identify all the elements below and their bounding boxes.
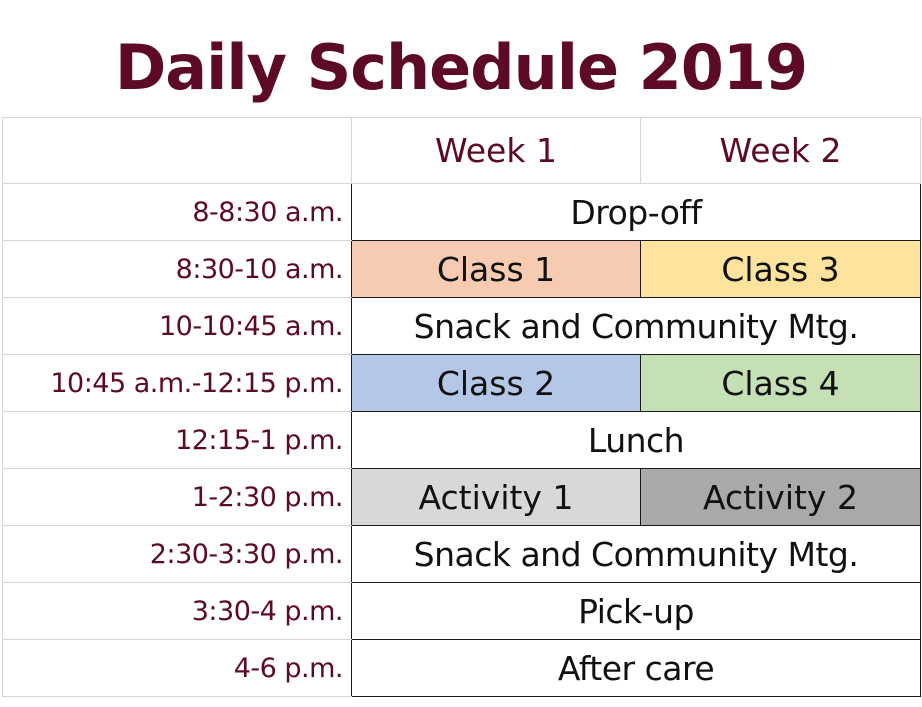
schedule-row bbox=[3, 241, 921, 298]
week-2-activity-cell: Class 3 bbox=[641, 241, 921, 298]
time-cell: 4-6 p.m. bbox=[3, 640, 352, 697]
time-cell: 1-2:30 p.m. bbox=[3, 469, 352, 526]
week-2-activity-cell: Activity 2 bbox=[641, 469, 921, 526]
activity-cell: After care bbox=[352, 640, 921, 697]
schedule-row bbox=[3, 184, 921, 241]
time-cell: 8-8:30 a.m. bbox=[3, 184, 352, 241]
time-cell: 12:15-1 p.m. bbox=[3, 412, 352, 469]
corner-cell bbox=[3, 118, 352, 184]
schedule-table bbox=[2, 117, 921, 697]
week-1-activity-cell: Class 2 bbox=[352, 355, 641, 412]
schedule-row bbox=[3, 583, 921, 640]
schedule-row bbox=[3, 298, 921, 355]
time-cell: 8:30-10 a.m. bbox=[3, 241, 352, 298]
page-title: Daily Schedule 2019 bbox=[114, 31, 808, 104]
week-2-activity-cell: Class 4 bbox=[641, 355, 921, 412]
header-row bbox=[3, 118, 921, 184]
activity-cell: Snack and Community Mtg. bbox=[352, 526, 921, 583]
schedule-row bbox=[3, 469, 921, 526]
week-2-header: Week 2 bbox=[641, 118, 921, 184]
schedule-row bbox=[3, 355, 921, 412]
schedule-row bbox=[3, 526, 921, 583]
schedule-row bbox=[3, 412, 921, 469]
week-1-activity-cell: Activity 1 bbox=[352, 469, 641, 526]
week-1-header: Week 1 bbox=[352, 118, 641, 184]
activity-cell: Pick-up bbox=[352, 583, 921, 640]
time-cell: 3:30-4 p.m. bbox=[3, 583, 352, 640]
time-cell: 2:30-3:30 p.m. bbox=[3, 526, 352, 583]
time-cell: 10:45 a.m.-12:15 p.m. bbox=[3, 355, 352, 412]
time-cell: 10-10:45 a.m. bbox=[3, 298, 352, 355]
schedule-row bbox=[3, 640, 921, 697]
activity-cell: Snack and Community Mtg. bbox=[352, 298, 921, 355]
activity-cell: Drop-off bbox=[352, 184, 921, 241]
activity-cell: Lunch bbox=[352, 412, 921, 469]
week-1-activity-cell: Class 1 bbox=[352, 241, 641, 298]
